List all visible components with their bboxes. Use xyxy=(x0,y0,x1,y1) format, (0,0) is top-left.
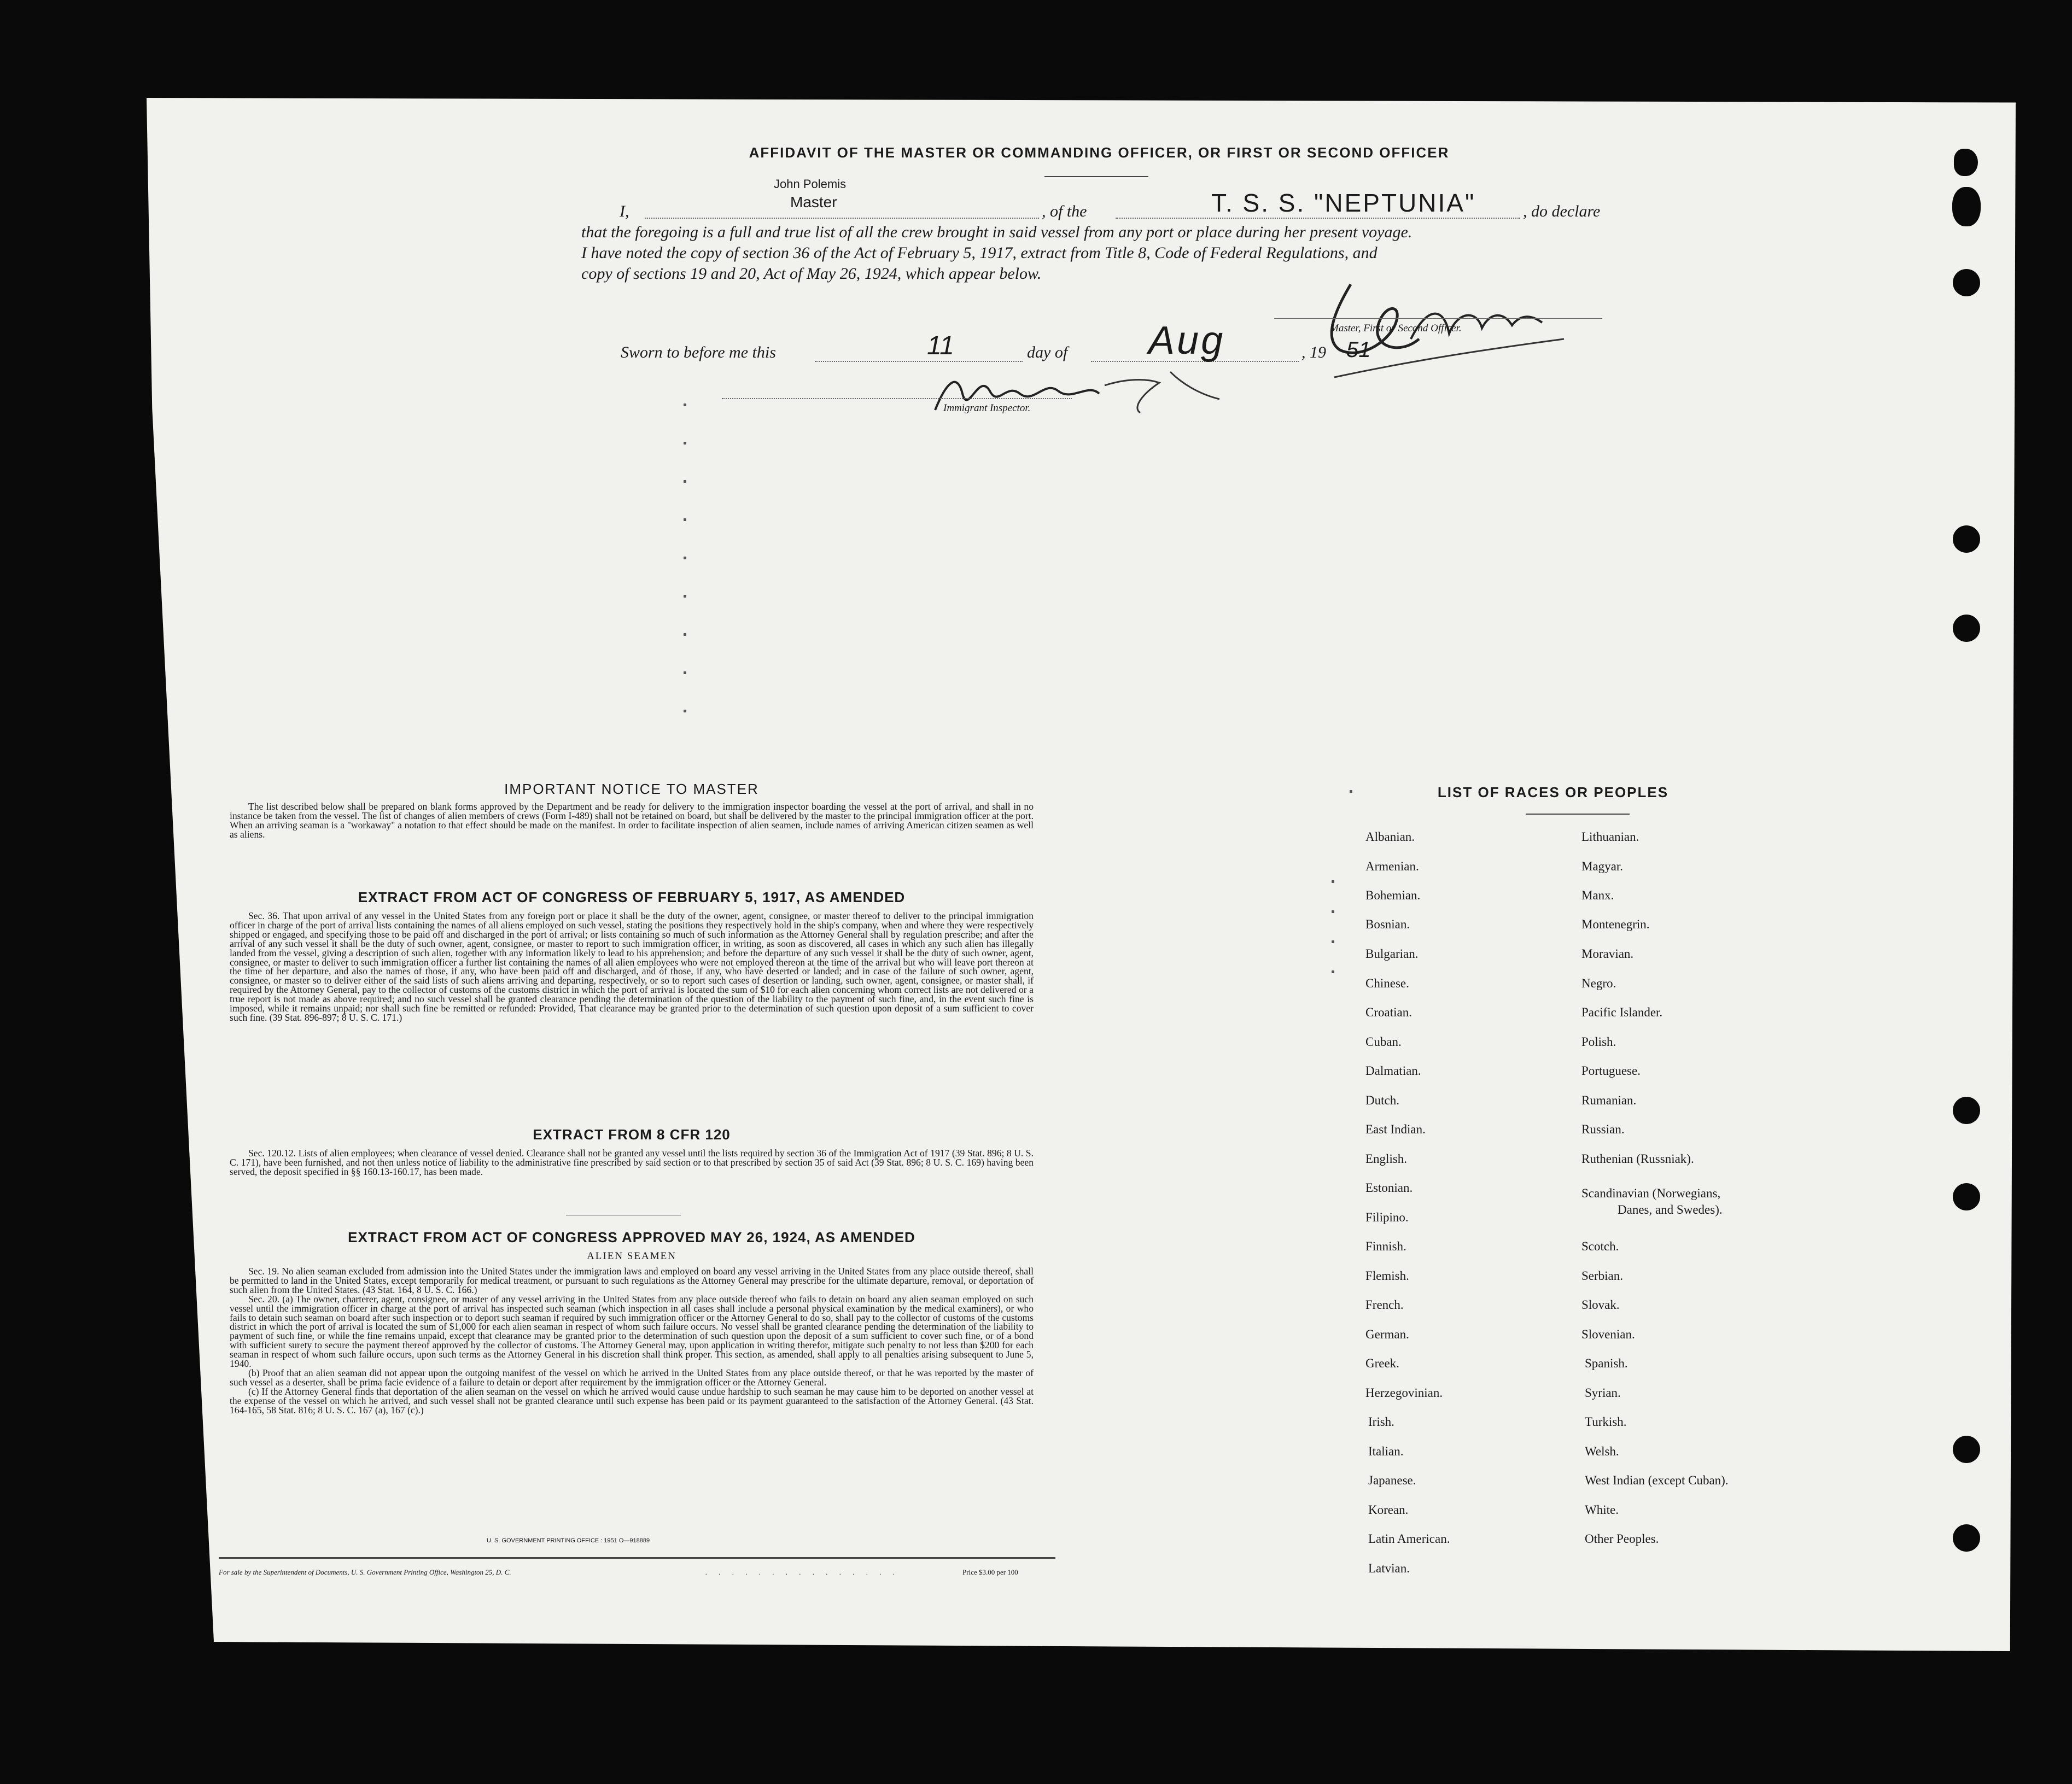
of-the-label: , of the xyxy=(1042,202,1087,220)
race-item: Armenian. xyxy=(1365,859,1419,873)
sworn-day: 11 xyxy=(927,331,954,360)
extract-1917-text: Sec. 36. That upon arrival of any vessel in the United States from any foreign port or place it shall be the duty of the owner, agent, consignee, or master thereof to deliver to the principal immigration officer in charge of the port of arrival lists containing the names of all aliens employed on such vessel, stating the positions they respectively hold in the ship's company, when and where they were respectively shipped or engaged, and specifying those to be paid off and discharged in the port of arrival; or lists containing so much of such information as the Attorney General shall by regulation prescribe; and after the arrival of any such vessel it shall be the duty of such owner, agent, consignee, or master to report to such immigration officer, in writing, as soon as discovered, all cases in which any such alien has illegally landed from the vessel, giving a description of such alien, together with any information likely to lead to his apprehension; and before the departure of any such vessel it shall be the duty of such owner, agent, consignee, or master to deliver to such immigration officer a further list containing the names of all alien employees who were not employed thereon at the time of the arrival but who will leave port thereon at the time of her departure, and also the names of those, if any, who have been paid off and discharged, and of those, if any, who have deserted or landed; and in case of the failure of such owner, agent, consignee, or master so to deliver either of the said lists of such aliens arriving and departing, respectively, or so to report such cases of desertion or landing, such owner, agent, consignee, or master shall, if required by the Attorney General, pay to the collector of customs of the customs district in which the port of arrival is located the sum of $10 for each alien concerning whom correct lists are not delivered or a true report is not made as above required; and no such vessel shall be granted clearance pending the determination of the question of the liability to the payment of such fine, and, in the event such fine is imposed, while it remains unpaid; nor shall such fine be remitted or refunded: Provided, That clearance may be granted prior to the determination of such question upon deposit of a sum sufficient to cover such fine. (39 Stat. 896-897; 8 U. S. C. 171.) xyxy=(230,910,1034,1023)
race-item: French. xyxy=(1365,1298,1404,1312)
margin-mark xyxy=(684,403,686,406)
name-field-line xyxy=(645,218,1039,219)
race-item: Finnish. xyxy=(1365,1239,1406,1253)
race-item: Portuguese. xyxy=(1581,1064,1641,1078)
race-item: Lithuanian. xyxy=(1581,830,1639,844)
margin-mark xyxy=(1332,910,1334,913)
sec20a-text: Sec. 20. (a) The owner, charterer, agent, consignee, or master of any vessel arriving in the United States from any place outside thereof who fails to detain on board any alien seaman employed on such vessel until the immigration officer in charge at the port of arrival has inspected such seaman (which inspection in all cases shall include a personal physical examination by the medical examiners), or who fails to detain such seaman on board after such inspection or to deport such seaman if required by such immigration officer or the Attorney General to do so, shall pay to the collector of customs of the customs district in which the port of arrival is located the sum of $1,000 for each alien seaman in respect of whom such failure occurs. No vessel shall be granted clearance pending the determination of the liability to payment of such fine, or while the fine remains unpaid, except that clearance may be granted prior to the determination of such question upon the deposit of a sum sufficient to cover such fine, or of a bond with sufficient surety to secure the payment thereof approved by the collector of customs. The Attorney General may, upon application in writing therefor, mitigate such penalty to not less than $200 for each seaman in respect of whom such failure occurs, upon such terms as the Attorney General in his discretion shall think proper. This section, as amended, shall apply to all penalties arising subsequent to June 5, 1940. xyxy=(230,1293,1034,1370)
race-item: Dalmatian. xyxy=(1365,1064,1421,1078)
race-item: Other Peoples. xyxy=(1585,1532,1659,1546)
race-item: East Indian. xyxy=(1365,1122,1426,1136)
race-item: Moravian. xyxy=(1581,947,1634,961)
punch-hole xyxy=(1953,615,1980,642)
margin-mark xyxy=(1350,790,1352,793)
race-item: Flemish. xyxy=(1365,1269,1409,1283)
race-item: Latin American. xyxy=(1368,1532,1450,1546)
inspector-signature xyxy=(924,361,1230,426)
race-item: Montenegrin. xyxy=(1581,917,1650,931)
declaration-line-3: I have noted the copy of section 36 of the Act of February 5, 1917, extract from Title 8, Code of Federal Regulations, and xyxy=(581,244,1378,262)
race-item: Slovenian. xyxy=(1581,1327,1635,1341)
extract-1917-title: EXTRACT FROM ACT OF CONGRESS OF FEBRUARY 5, 1917, AS AMENDED xyxy=(358,889,906,905)
race-item: Dutch. xyxy=(1365,1093,1399,1107)
master-signature-line xyxy=(1274,318,1602,319)
margin-mark xyxy=(684,710,686,712)
races-title: LIST OF RACES OR PEOPLES xyxy=(1437,784,1669,800)
margin-mark xyxy=(684,595,686,598)
margin-mark xyxy=(684,671,686,674)
race-item: Filipino. xyxy=(1365,1210,1409,1224)
race-item: Negro. xyxy=(1581,976,1616,990)
declaration-line-4: copy of sections 19 and 20, Act of May 26, 1924, which appear below. xyxy=(581,265,1042,283)
extract-1924-title: EXTRACT FROM ACT OF CONGRESS APPROVED MAY 26, 1924, AS AMENDED xyxy=(348,1229,915,1245)
race-item: Estonian. xyxy=(1365,1181,1413,1195)
race-item: Albanian. xyxy=(1365,830,1415,844)
year-prefix: , 19 xyxy=(1301,343,1326,361)
race-item: Scotch. xyxy=(1581,1239,1619,1253)
race-item: Scandinavian (Norwegians, xyxy=(1581,1186,1721,1200)
race-item: West Indian (except Cuban). xyxy=(1585,1473,1729,1487)
punch-hole xyxy=(1953,1183,1980,1210)
race-item: Turkish. xyxy=(1585,1415,1627,1429)
race-item: Polish. xyxy=(1581,1035,1616,1049)
race-item: Danes, and Swedes). xyxy=(1618,1203,1723,1216)
affidavit-title: AFFIDAVIT OF THE MASTER OR COMMANDING OFFICER, OR FIRST OR SECOND OFFICER xyxy=(749,144,1450,161)
punch-hole xyxy=(1953,1524,1980,1552)
extract-cfr xyxy=(230,1126,1034,1177)
race-item: Ruthenian (Russniak). xyxy=(1581,1152,1694,1166)
punch-hole xyxy=(1952,187,1981,226)
sworn-month: Aug xyxy=(1148,319,1225,362)
race-item: Syrian. xyxy=(1585,1386,1621,1400)
extract-cfr-text: Sec. 120.12. Lists of alien employees; when clearance of vessel denied. Clearance shall not be granted any vessel until the lists required by section 36 of the Immigration Act of 1917 (39 Stat. 896; 8 U. S. C. 171), have been furnished, and not then unless notice of liability to the administrative fine prescribed by said section or to that prescribed by section 35 of said Act (39 Stat. 896; 8 U. S. C. 169) having been served, the deposit specified in §§ 160.13-160.17, has been made. xyxy=(230,1148,1034,1177)
punch-hole xyxy=(1953,269,1980,296)
punch-hole xyxy=(1954,149,1978,176)
footer-leader-dots: . . . . . . . . . . . . . . . xyxy=(705,1568,900,1576)
footer-price: Price $3.00 per 100 xyxy=(962,1568,1018,1576)
sec19-text: Sec. 19. No alien seaman excluded from admission into the United States under the immigration laws and employed on board any vessel arriving in the United States from any place outside thereof, shall be permitted to land in the United States, except temporarily for medical treatment, or pursuant to such regulations as the Attorney General may prescribe for the ultimate departure, removal, or deportation of such alien from the United States. (43 Stat. 164, 8 U. S. C. 166.) xyxy=(230,1266,1034,1295)
important-notice xyxy=(230,781,1034,839)
punch-hole xyxy=(1953,525,1980,553)
race-item: Rumanian. xyxy=(1581,1093,1637,1107)
race-item: Bohemian. xyxy=(1365,888,1421,902)
margin-mark xyxy=(1332,970,1334,973)
race-item: Magyar. xyxy=(1581,859,1624,873)
race-item: Italian. xyxy=(1368,1444,1404,1458)
race-item: Japanese. xyxy=(1368,1473,1416,1487)
sworn-label: Sworn to before me this xyxy=(621,343,776,361)
declaration-lead: I, xyxy=(620,202,629,220)
footer-sale-note: For sale by the Superintendent of Documents, U. S. Government Printing Office, Washington 25, D. C. xyxy=(219,1568,511,1576)
inspector-signature-line xyxy=(722,398,1072,399)
race-item: Croatian. xyxy=(1365,1005,1412,1019)
margin-mark xyxy=(1332,940,1334,943)
master-caption: Master, First or Second Officer. xyxy=(1330,323,1462,334)
race-item: Latvian. xyxy=(1368,1561,1410,1575)
margin-mark xyxy=(1332,880,1334,883)
races-title-rule xyxy=(1526,814,1630,815)
declaration-line-2: that the foregoing is a full and true list of all the crew brought in said vessel from any port or place during her present voyage. xyxy=(581,223,1413,241)
sworn-year: 51 xyxy=(1346,338,1371,362)
title-rule xyxy=(1044,176,1148,177)
notice-title: IMPORTANT NOTICE TO MASTER xyxy=(504,781,759,797)
gpo-imprint: U. S. GOVERNMENT PRINTING OFFICE : 1951 O—918889 xyxy=(487,1537,650,1544)
extract-1924 xyxy=(230,1229,1034,1415)
extract-cfr-title: EXTRACT FROM 8 CFR 120 xyxy=(533,1126,731,1143)
race-item: Slovak. xyxy=(1581,1298,1620,1312)
sec20c-text: (c) If the Attorney General finds that deportation of the alien seaman on the vessel on which he arrived would cause undue hardship to such seaman he may cause him to be deported on another vessel at the expense of the vessel on which he arrived, and such vessel shall not be granted clearance until such expense has been paid or its payment guaranteed to the satisfaction of the Attorney General. (43 Stat. 164-165, 58 Stat. 816; 8 U. S. C. 167 (a), 167 (c).) xyxy=(230,1385,1034,1415)
margin-mark xyxy=(684,518,686,521)
master-rank: Master xyxy=(790,194,837,210)
margin-mark xyxy=(684,480,686,483)
inspector-caption: Immigrant Inspector. xyxy=(943,402,1031,414)
master-name: John Polemis xyxy=(774,177,847,191)
margin-mark xyxy=(684,633,686,636)
do-declare-label: , do declare xyxy=(1523,202,1601,220)
race-item: Cuban. xyxy=(1365,1035,1402,1049)
race-item: Herzegovinian. xyxy=(1365,1386,1443,1400)
race-item: German. xyxy=(1365,1327,1409,1341)
race-item: Pacific Islander. xyxy=(1581,1005,1663,1019)
race-item: Spanish. xyxy=(1585,1356,1628,1370)
punch-hole xyxy=(1953,1097,1980,1124)
race-item: Korean. xyxy=(1368,1503,1409,1517)
race-item: Russian. xyxy=(1581,1122,1625,1136)
footer-rule xyxy=(219,1557,1055,1559)
race-item: English. xyxy=(1365,1152,1408,1166)
vessel-field-line xyxy=(1116,218,1520,219)
margin-mark xyxy=(684,557,686,559)
race-item: Serbian. xyxy=(1581,1269,1624,1283)
day-of-label: day of xyxy=(1027,343,1068,361)
race-item: Chinese. xyxy=(1365,976,1409,990)
race-item: White. xyxy=(1585,1503,1619,1517)
notice-text: The list described below shall be prepared on blank forms approved by the Department and be ready for delivery to the immigration inspector boarding the vessel at the port of arrival, and shall in no instance be taken from the vessel. The list of changes of alien members of crews (Form I-489) shall not be retained on board, but shall be delivered by the master to the principal immigration officer at the port. When an arriving seaman is a "workaway" a notation to that effect should be made on the manifest. In order to facilitate inspection of alien seamen, include names of arriving American citizen seamen as well as aliens. xyxy=(230,801,1034,840)
vessel-name: T. S. S. "NEPTUNIA" xyxy=(1211,189,1476,217)
race-item: Greek. xyxy=(1365,1356,1399,1370)
extract-1917 xyxy=(230,889,1034,1022)
punch-hole xyxy=(1953,1436,1980,1463)
alien-seamen-subtitle: ALIEN SEAMEN xyxy=(587,1250,676,1262)
margin-mark xyxy=(684,442,686,444)
race-item: Bulgarian. xyxy=(1365,947,1419,961)
race-item: Irish. xyxy=(1368,1415,1394,1429)
race-item: Manx. xyxy=(1581,888,1614,902)
race-item: Bosnian. xyxy=(1365,917,1410,931)
race-item: Welsh. xyxy=(1585,1444,1619,1458)
sec20b-text: (b) Proof that an alien seaman did not appear upon the outgoing manifest of the vessel on which he arrived in the United States from any place outside thereof, or that he was reported by the master of such vessel as a deserter, shall be prima facie evidence of a failure to detain or deport after requirement by the immigration officer or the Attorney General. xyxy=(230,1367,1034,1388)
